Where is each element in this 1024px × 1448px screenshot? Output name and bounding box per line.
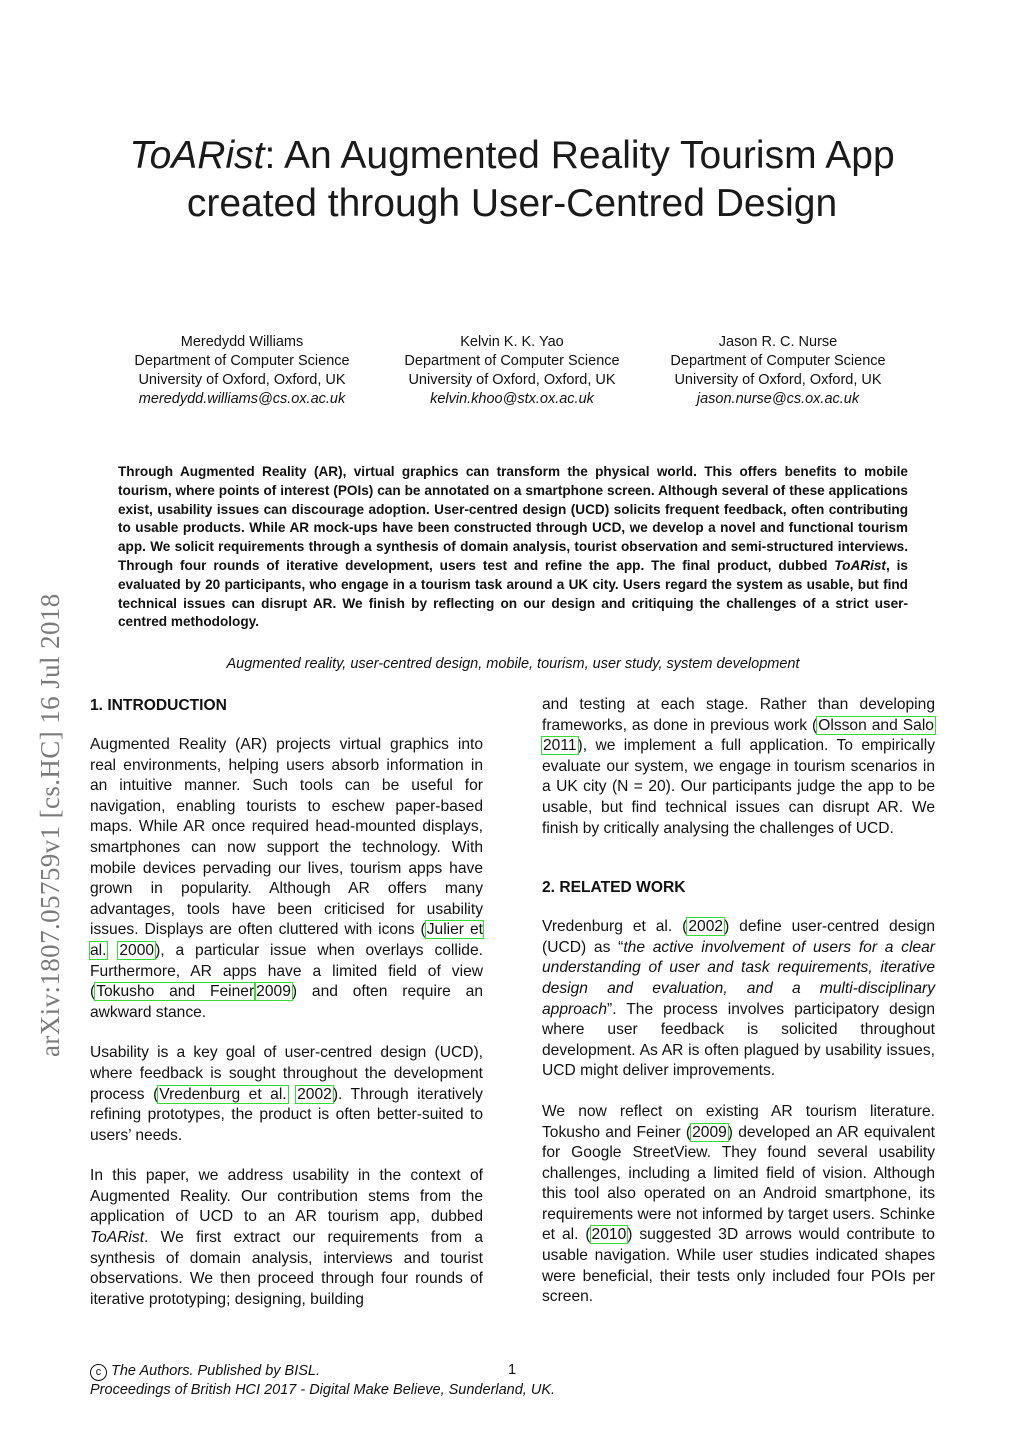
footer-line-1: The Authors. Published by BISL. [111, 1363, 321, 1379]
left-column [90, 695, 483, 1330]
related-work-paragraph-1: Vredenburg et al. (2002) define user-centred design (UCD) as “the active involvement of users for a clear understanding of user and task requirements, iterative design and evaluation, and a multi-disciplinary approach”. The process involves participatory design where user feedback is solicited throughout development. As AR is often plagued by usability issues, UCD might deliver improvements. [542, 918, 935, 1080]
abstract-text-2: , is evaluated by 20 participants, who engage in a tourism task around a UK city. Users regard the system as usable, but find technical issues can disrupt AR. We finish by reflecting on our design and critiquing the challenges of a strict user-centred methodology. [118, 557, 908, 630]
author-name: Jason R. C. Nurse [718, 334, 838, 350]
abstract-italic: ToARist [834, 557, 886, 573]
abstract-text-1: Through Augmented Reality (AR), virtual graphics can transform the physical world. This offers benefits to mobile tourism, where points of interest (POIs) can be annotated on a smartphone screen. Although several of these applications exist, usability issues can discourage adoption. User-centred design (UCD) solicits frequent feedback, often contributing to usable products. While AR mock-ups have been constructed through UCD, we develop a novel and functional tourism app. We solicit requirements through a synthesis of domain analysis, tourist observation and semi-structured interviews. Through four rounds of iterative development, users test and refine the app. The final product, dubbed [118, 464, 908, 573]
citation-year-link[interactable]: 2002 [297, 1085, 332, 1103]
copyright-icon: c [90, 1364, 107, 1381]
abstract [118, 463, 908, 632]
keywords: Augmented reality, user-centred design, mobile, tourism, user study, system development [226, 656, 800, 672]
intro-paragraph-1: Augmented Reality (AR) projects virtual graphics into real environments, helping users absorb information in an intuitive manner. Such tools can be useful for navigation, enabling tourists to eschew paper-based maps. While AR once required head-mounted displays, smartphones can now support the technology. With mobile devices pervading our lives, tourism apps have grown in popularity. Although AR offers many advantages, tools have been criticised for usability issues. Displays are often cluttered with icons (Julier et al. 2000), a particular issue when overlays collide. Furthermore, AR apps have a limited field of view (Tokusho and Feiner 2009) and often require an awkward stance. [90, 736, 483, 1021]
author-univ: University of Oxford, Oxford, UK [674, 372, 882, 388]
section-heading-introduction: 1. INTRODUCTION [90, 697, 227, 714]
author-dept: Department of Computer Science [670, 353, 886, 369]
author-email[interactable]: meredydd.williams@cs.ox.ac.uk [138, 391, 346, 407]
author-block-2 [382, 333, 642, 409]
citation-year-link[interactable]: 2009 [692, 1123, 727, 1141]
author-block-3 [648, 333, 908, 409]
related-work-paragraph-2: We now reflect on existing AR tourism literature. Tokusho and Feiner (2009) developed an AR equivalent for Google StreetView. They found several usability challenges, including a limited field of vision. Although this tool also operated on an Android smartphone, its requirements were not informed by target users. Schinke et al. (2010) suggested 3D arrows would contribute to usable navigation. While user studies indicated shapes were beneficial, their tests only included four POIs per screen. [542, 1102, 935, 1306]
title-line1-rest: : An Augmented Reality Tourism App [264, 134, 895, 177]
author-name: Meredydd Williams [180, 334, 304, 350]
intro-paragraph-2: Usability is a key goal of user-centred design (UCD), where feedback is sought throughout the development process (Vredenburg et al. 2002). Through iteratively refining prototypes, the product is often better-suited to users’ needs. [90, 1044, 483, 1144]
right-column [542, 695, 935, 1328]
section-heading-related-work: 2. RELATED WORK [542, 879, 686, 897]
citation-year-link[interactable]: 2002 [688, 918, 724, 936]
citation-link[interactable]: Julier et al. [90, 921, 483, 959]
title-italic-part: ToARist [129, 134, 265, 177]
intro-paragraph-continued: and testing at each stage. Rather than developing frameworks, as done in previous work (Olsson and Salo 2011), we implement a full application. To empirically evaluate our system, we engage in tourism scenarios in a UK city (N = 20). Our participants judge the app to be usable, but find technical issues can disrupt AR. We finish by critically analysing the challenges of UCD. [542, 696, 935, 837]
citation-year-link[interactable]: 2010 [591, 1226, 627, 1244]
citation-year-link[interactable]: 2009 [256, 983, 291, 1001]
author-email[interactable]: jason.nurse@cs.ox.ac.uk [696, 391, 860, 407]
footer-line-2: Proceedings of British HCI 2017 - Digital Make Believe, Sunderland, UK. [90, 1382, 556, 1398]
citation-year-link[interactable]: 2011 [543, 737, 577, 755]
author-email[interactable]: kelvin.khoo@stx.ox.ac.uk [430, 391, 594, 407]
citation-link[interactable]: Olsson and Salo [818, 716, 934, 734]
citation-year-link[interactable]: 2000 [119, 941, 155, 959]
page-footer [90, 1362, 555, 1400]
title-line2: created through User-Centred Design [186, 182, 838, 225]
page-number: 1 [508, 1362, 517, 1378]
author-block-1 [112, 333, 372, 409]
author-name: Kelvin K. K. Yao [460, 334, 564, 350]
author-dept: Department of Computer Science [404, 353, 620, 369]
arxiv-stamp: arXiv:1807.05759v1 [cs.HC] 16 Jul 2018 [35, 593, 65, 1057]
author-univ: University of Oxford, Oxford, UK [408, 372, 616, 388]
citation-link[interactable]: Tokusho and Feiner [96, 983, 255, 1001]
intro-paragraph-3: In this paper, we address usability in the context of Augmented Reality. Our contribution stems from the application of UCD to an AR tourism app, dubbed ToARist. We first extract our requirements from a synthesis of domain analysis, interviews and tourist observations. We then proceed through four rounds of iterative prototyping; designing, building [90, 1167, 483, 1308]
author-univ: University of Oxford, Oxford, UK [138, 372, 346, 388]
citation-link[interactable]: Vredenburg et al. [159, 1085, 287, 1103]
paper-title [90, 132, 934, 228]
author-dept: Department of Computer Science [134, 353, 350, 369]
